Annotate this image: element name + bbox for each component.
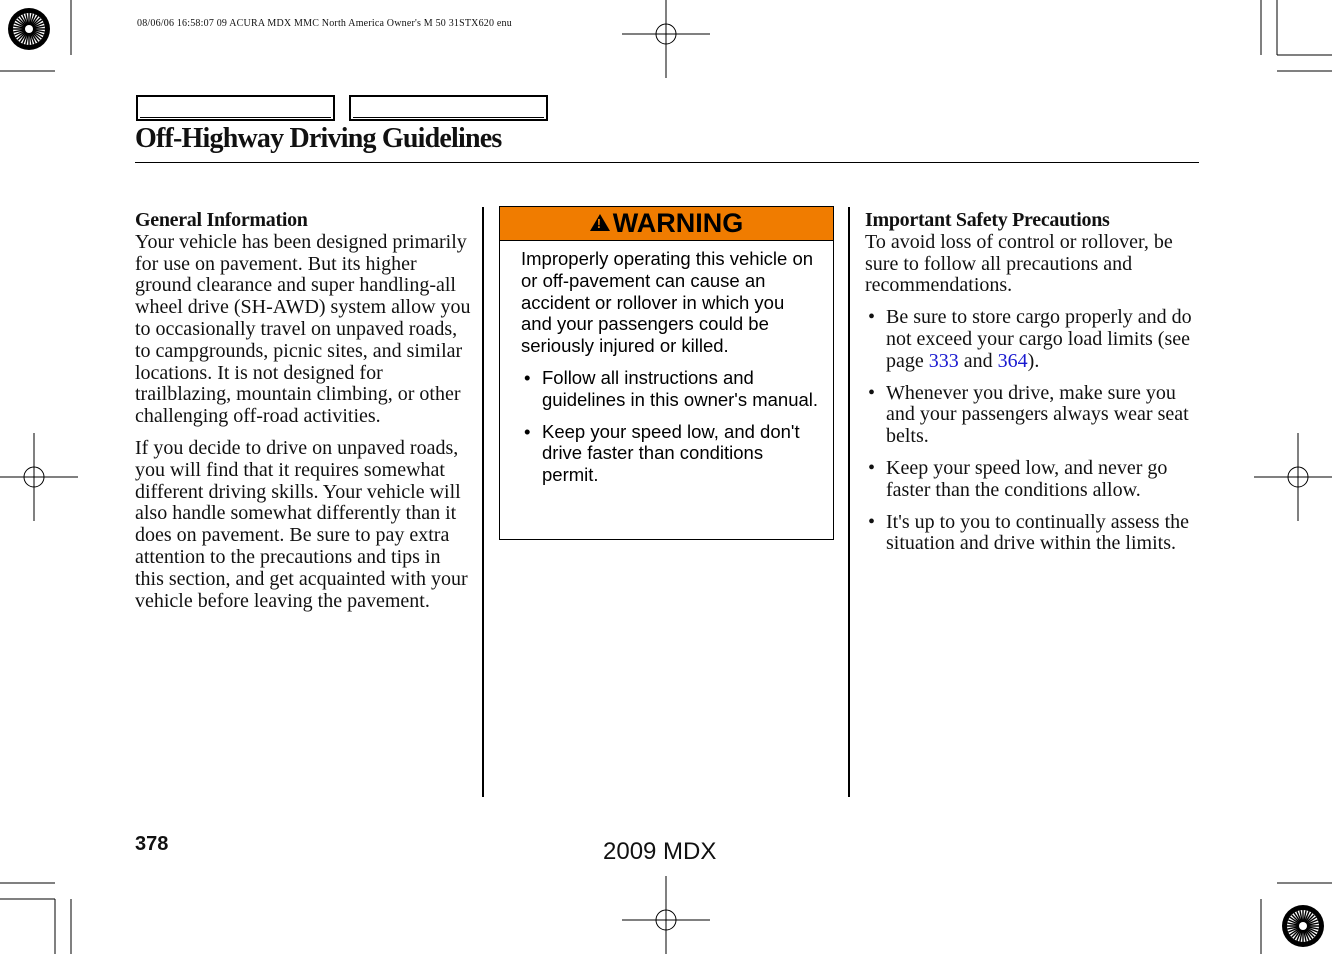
- safety-bullet-text: Keep your speed low, and never go faster than the conditions allow.: [886, 456, 1168, 501]
- safety-bullet-item: [865, 512, 1201, 556]
- safety-bullet-list: [865, 307, 1201, 555]
- left-column: [135, 210, 473, 622]
- warning-bullet-text: Follow all instructions and guidelines in this owner's manual.: [542, 366, 819, 410]
- general-information-paragraph-1: Your vehicle has been designed primarily for use on pavement. But its higher ground clearance and super handling-all wheel drive (SH-AWD) system allow you to occasionally travel on unpaved roads, to campgrounds, picnic sites, and similar locations. It is not designed for trailblazing, mountain climbing, or other challenging off-road activities.: [135, 230, 471, 428]
- general-information-heading: General Information: [135, 209, 308, 231]
- safety-bullet-text: Whenever you drive, make sure you and your passengers always wear seat belts.: [886, 381, 1189, 448]
- page-number: 378: [135, 833, 169, 855]
- page-link-364[interactable]: 364: [997, 349, 1028, 372]
- title-rule: [135, 162, 1199, 163]
- safety-bullet-item: [865, 458, 1201, 502]
- right-column: [865, 210, 1201, 565]
- warning-bullet-item: [521, 421, 819, 486]
- crosshair-left: [0, 433, 78, 521]
- warning-triangle-icon: [590, 214, 610, 231]
- bullet-icon: •: [868, 510, 876, 533]
- safety-bullet-text: It's up to you to continually assess the situation and drive within the limits.: [886, 510, 1190, 555]
- safety-bullet-text: [886, 306, 1192, 372]
- warning-bullet-text: Keep your speed low, and don't drive faster than conditions permit.: [542, 420, 800, 486]
- bullet-text-segment: Be sure to store cargo properly and do not exceed your cargo load limits (see page: [886, 306, 1192, 372]
- bullet-icon: •: [868, 456, 876, 479]
- sunburst-mark-bottom-right: [1282, 905, 1324, 947]
- safety-precautions-intro: To avoid loss of control or rollover, be sure to follow all precautions and recommendations.: [865, 230, 1173, 297]
- warning-label: WARNING: [612, 208, 744, 238]
- footer-model: 2009 MDX: [603, 838, 717, 865]
- section-tab-box-2: [349, 95, 548, 121]
- warning-bullet-list: [521, 367, 819, 486]
- bullet-icon: •: [524, 366, 531, 388]
- crosshair-top: [622, 0, 710, 78]
- safety-precautions-heading: Important Safety Precautions: [865, 209, 1110, 231]
- bullet-text-segment: and: [958, 349, 998, 372]
- safety-bullet-item: [865, 307, 1201, 372]
- section-tab-box-1: [136, 95, 335, 121]
- safety-bullet-item: [865, 383, 1201, 448]
- general-information-paragraph-2: If you decide to drive on unpaved roads, you will find that it requires somewhat different driving skills. Your vehicle will also handle somewhat differently than it does on pavement. Be sure to pay extra attention to the precautions and tips in this section, and get acquainted with your vehicle before leaving the pavement.: [135, 436, 468, 612]
- warning-box: [499, 206, 834, 540]
- warning-text: Improperly operating this vehicle on or off-pavement can cause an accident or rollover in which you and your passengers could be seriously injured or killed.: [521, 248, 814, 357]
- crosshair-right: [1254, 433, 1332, 521]
- bullet-icon: •: [524, 420, 531, 442]
- crosshair-bottom: [622, 876, 710, 954]
- bullet-icon: •: [868, 306, 876, 329]
- sunburst-mark-top-left: [8, 8, 50, 50]
- bullet-text-segment: ).: [1027, 349, 1040, 372]
- print-info: 08/06/06 16:58:07 09 ACURA MDX MMC North America Owner's M 50 31STX620 enu: [137, 18, 512, 29]
- warning-banner: [500, 207, 833, 241]
- column-divider-right: [848, 207, 850, 797]
- warning-body: [521, 248, 819, 496]
- page-link-333[interactable]: 333: [928, 349, 959, 372]
- column-divider-left: [482, 207, 484, 797]
- page-title: Off-Highway Driving Guidelines: [135, 123, 502, 154]
- warning-bullet-item: [521, 367, 819, 411]
- bullet-icon: •: [868, 381, 876, 404]
